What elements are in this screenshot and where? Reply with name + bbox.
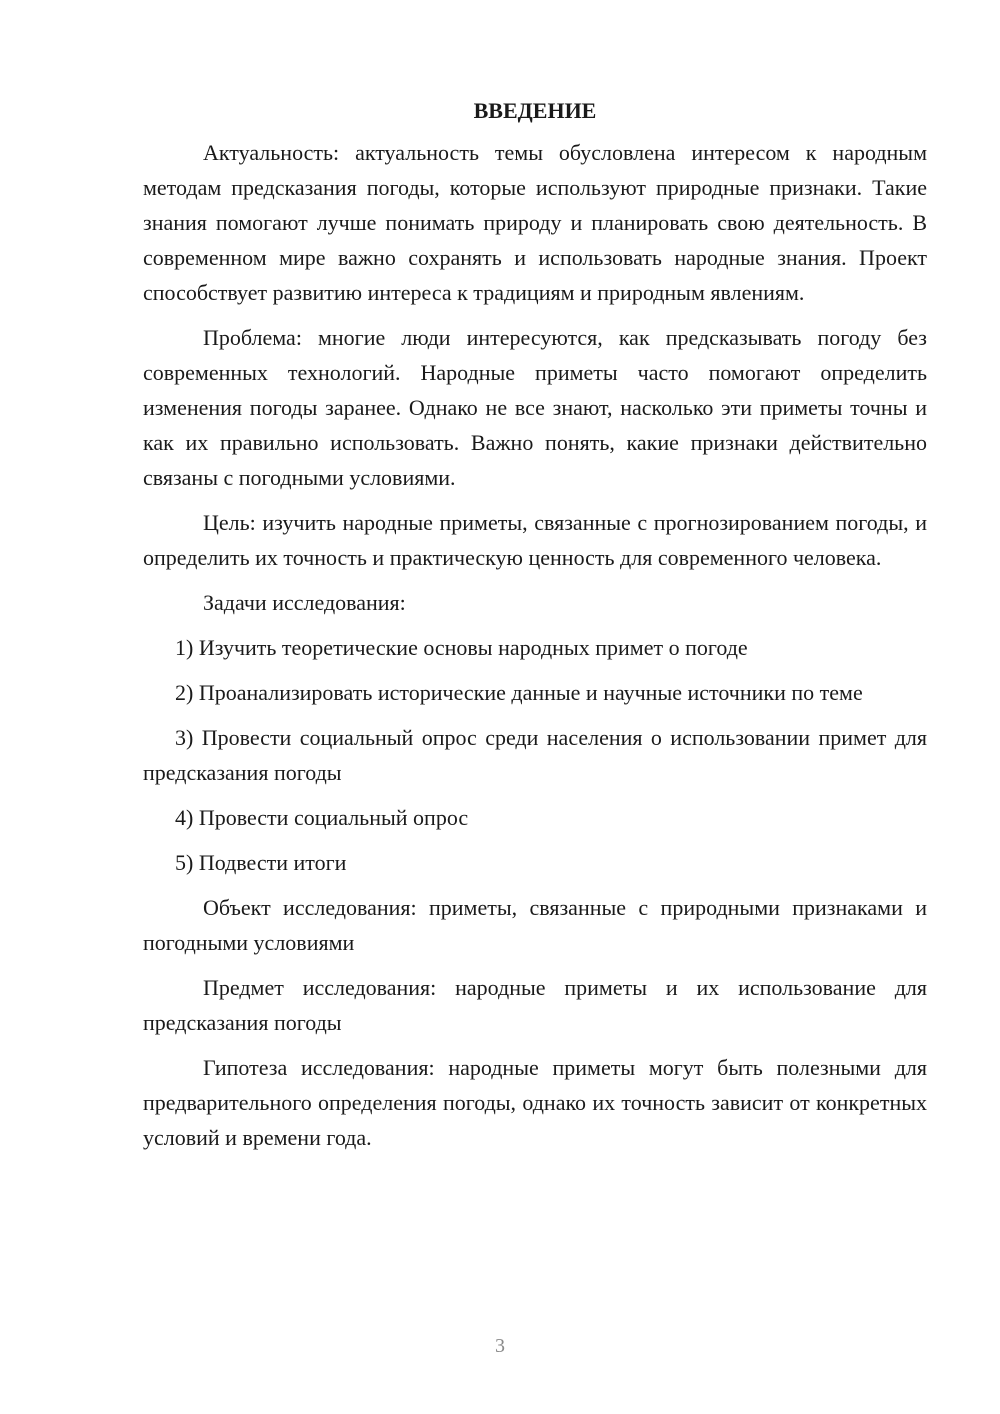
goal-paragraph: Цель: изучить народные приметы, связанные с прогнозированием погоды, и определить их точность и практическую ценность для современного человека. [143,510,927,570]
problem-paragraph: Проблема: многие люди интересуются, как предсказывать погоду без современных технологий. Народные приметы часто помогают определить изменения погоды заранее. Однако не все знают, насколько эти приметы точны и как их правильно использовать. Важно понять, какие признаки действительно связаны с погодными условиями. [143,325,927,490]
subject-paragraph: Предмет исследования: народные приметы и их использование для предсказания погоды [143,975,927,1035]
task-item: 2) Проанализировать исторические данные и научные источники по теме [175,680,863,705]
hypothesis-paragraph: Гипотеза исследования: народные приметы могут быть полезными для предварительного определения погоды, однако их точность зависит от конкретных условий и времени года. [143,1055,927,1150]
task-item: 3) Провести социальный опрос среди населения о использовании примет для предсказания погоды [143,725,927,785]
object-paragraph: Объект исследования: приметы, связанные с природными признаками и погодными условиями [143,895,927,955]
page-number: 3 [495,1335,505,1357]
task-item: 1) Изучить теоретические основы народных примет о погоде [175,635,748,660]
section-title: ВВЕДЕНИЕ [473,98,597,123]
task-item: 4) Провести социальный опрос [175,805,469,830]
page-content [143,97,927,1165]
relevance-paragraph: Актуальность: актуальность темы обусловлена интересом к народным методам предсказания погоды, которые используют природные признаки. Такие знания помогают лучше понимать природу и планировать свою деятельность. В современном мире важно сохранять и использовать народные знания. Проект способствует развитию интереса к традициям и природным явлениям. [143,140,927,305]
task-item: 5) Подвести итоги [175,850,347,875]
tasks-heading: Задачи исследования: [203,590,406,615]
